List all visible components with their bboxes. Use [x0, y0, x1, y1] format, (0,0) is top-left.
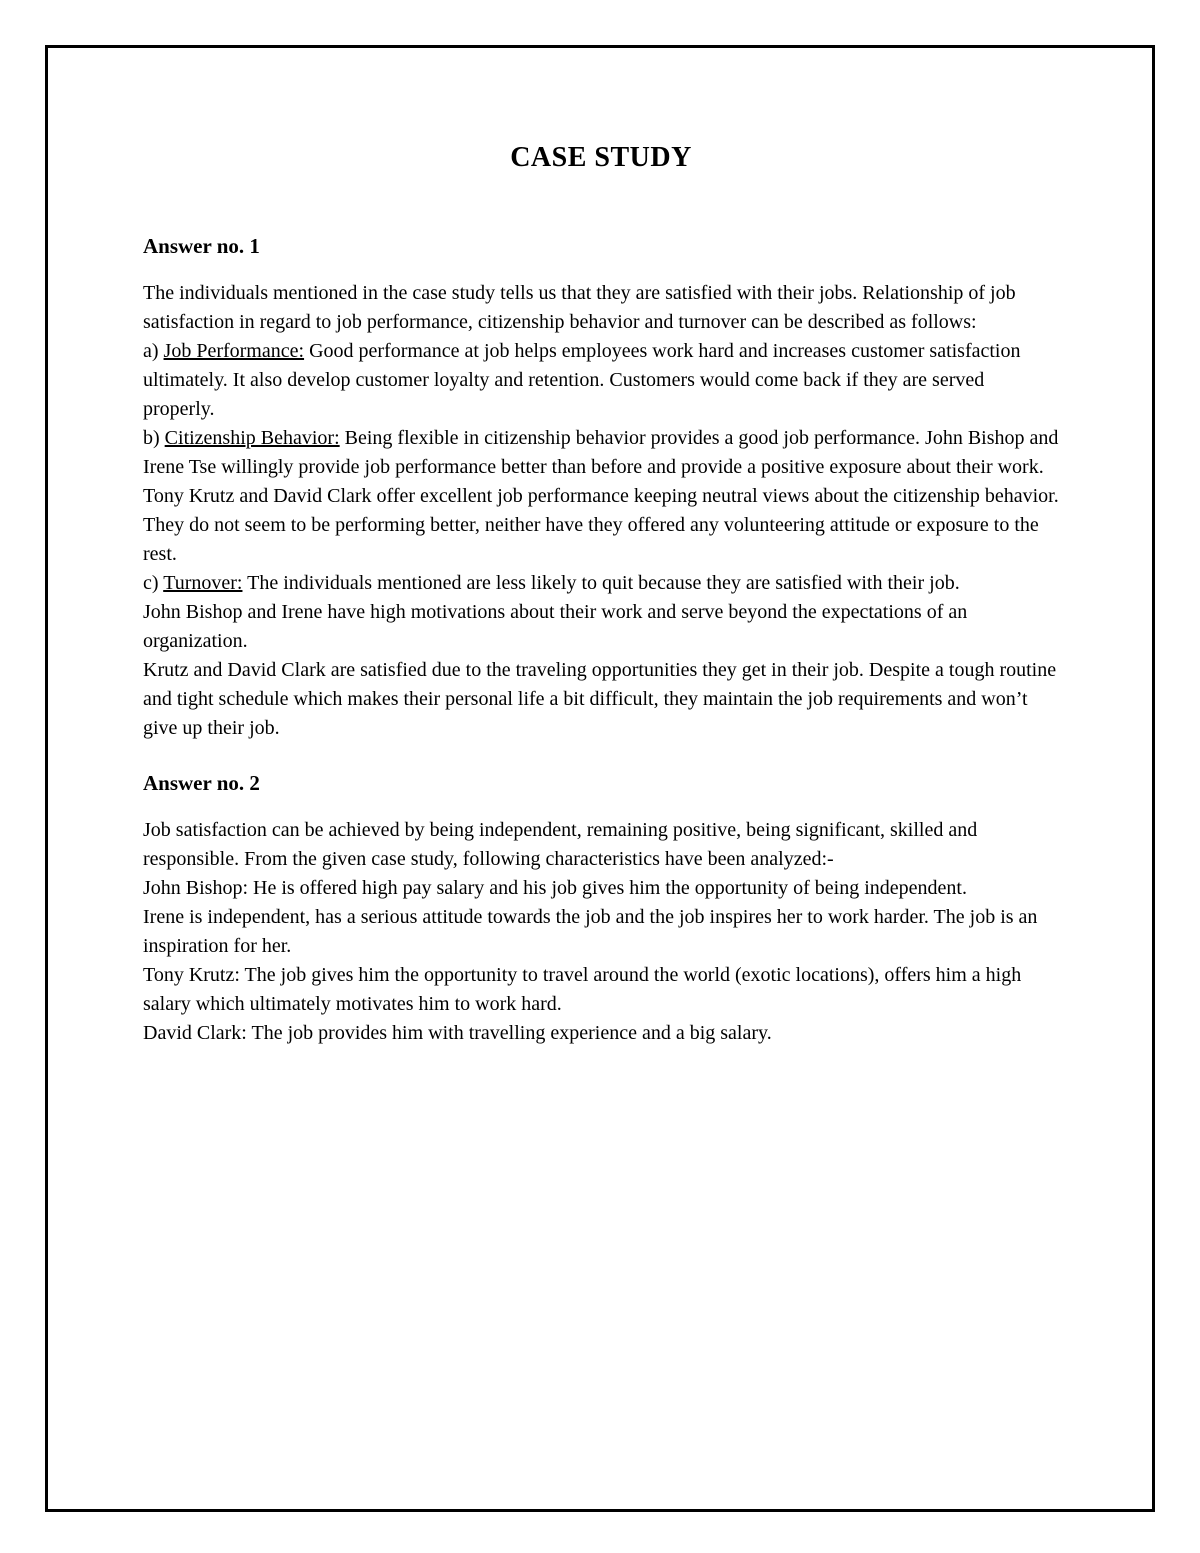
answer1-intro: The individuals mentioned in the case study tells us that they are satisfied with their jobs. Relationship of job satisfaction in regard to job performance, citizenship behavior and turnover can be described as follows:	[143, 282, 1016, 333]
answer1-item-b-continued: Tony Krutz and David Clark offer excellent job performance keeping neutral views about the citizenship behavior. They do not seem to be performing better, neither have they offered any volunteering attitude or exposure to the rest.	[143, 485, 1059, 565]
answer1-heading: Answer no. 1	[143, 234, 260, 258]
answer2-body	[143, 816, 1059, 1048]
item-a-label: Job Performance:	[163, 340, 305, 362]
item-b-label: Citizenship Behavior:	[164, 427, 340, 449]
item-c-text: The individuals mentioned are less likely to quit because they are satisfied with their job.	[242, 572, 960, 594]
item-c-prefix: c)	[143, 572, 164, 594]
answer1-body	[143, 279, 1059, 743]
answer1-item-c-continued-2: Krutz and David Clark are satisfied due to the traveling opportunities they get in their job. Despite a tough routine and tight schedule which makes their personal life a bit difficult, they maintain the job requirements and won’t give up their job.	[143, 659, 1057, 739]
item-c-label: Turnover:	[163, 572, 243, 594]
answer2-heading: Answer no. 2	[143, 771, 260, 795]
answer1-item-c	[143, 569, 1059, 598]
answer2-paragraph-2: John Bishop: He is offered high pay salary and his job gives him the opportunity of being independent.	[143, 877, 967, 899]
answer2-paragraph-3: Irene is independent, has a serious attitude towards the job and the job inspires her to work harder. The job is an inspiration for her.	[143, 906, 1038, 957]
item-a-prefix: a)	[143, 340, 164, 362]
item-a-text: Good performance at job helps employees work hard and increases customer satisfaction ultimately. It also develop customer loyalty and retention. Customers would come back if they are served properly.	[143, 340, 1021, 420]
item-b-text: Being flexible in citizenship behavior provides a good job performance. John Bishop and Irene Tse willingly provide job performance better than before and provide a positive exposure about their work.	[143, 427, 1059, 478]
answer2-paragraph-1: Job satisfaction can be achieved by being independent, remaining positive, being significant, skilled and responsible. From the given case study, following characteristics have been analyzed:-	[143, 819, 978, 870]
document-title: CASE STUDY	[510, 142, 692, 173]
answer1-item-c-continued-1: John Bishop and Irene have high motivations about their work and serve beyond the expectations of an organization.	[143, 601, 968, 652]
answer2-paragraph-4: Tony Krutz: The job gives him the opportunity to travel around the world (exotic locations), offers him a high salary which ultimately motivates him to work hard.	[143, 964, 1022, 1015]
answer1-item-b	[143, 424, 1059, 482]
answer1-item-a	[143, 337, 1059, 424]
document-content	[143, 0, 1059, 1048]
item-b-prefix: b)	[143, 427, 165, 449]
answer2-paragraph-5: David Clark: The job provides him with travelling experience and a big salary.	[143, 1022, 772, 1044]
